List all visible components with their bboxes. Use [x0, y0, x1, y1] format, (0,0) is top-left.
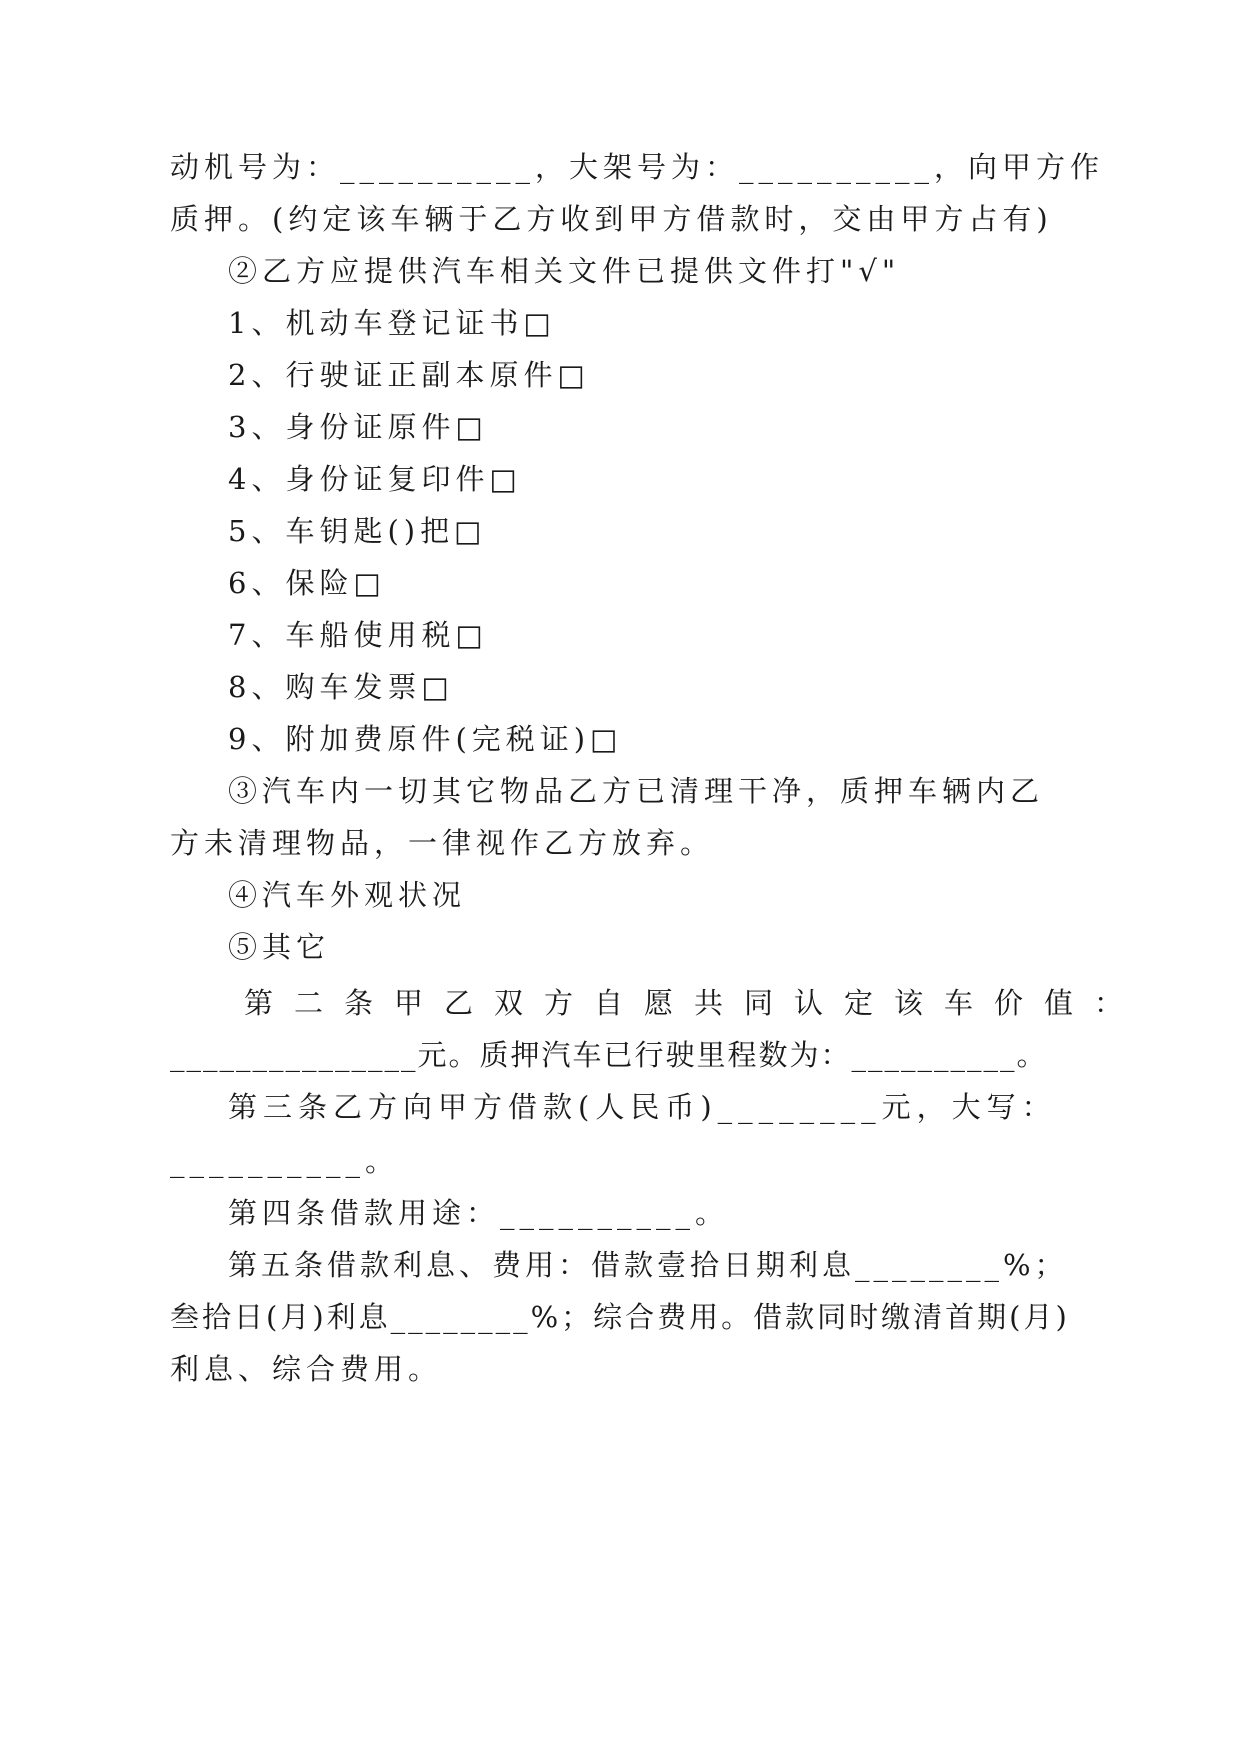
checklist-item-3: 3、身份证原件□ — [228, 410, 488, 444]
checklist-item-4: 4、身份证复印件□ — [228, 462, 522, 496]
article-2-heading: 第二条甲乙双方自愿共同认定该车价值： — [244, 986, 1145, 1020]
article-3-loan: 第三条乙方向甲方借款(人民币)________元，大写： — [228, 1090, 1057, 1124]
text-line-engine-number: 动机号为：__________，大架号为：__________，向甲方作 — [170, 150, 1105, 184]
article-3-loan-cont: __________。 — [170, 1144, 400, 1178]
checklist-item-5: 5、车钥匙()把□ — [228, 514, 487, 548]
article-5-interest-end: 利息、综合费用。 — [170, 1352, 443, 1386]
checklist-item-2: 2、行驶证正副本原件□ — [228, 358, 590, 392]
checklist-item-7: 7、车船使用税□ — [228, 618, 488, 652]
text-line-pledge-note: 质押。(约定该车辆于乙方收到甲方借款时，交由甲方占有) — [170, 202, 1053, 236]
text-line-other: ⑤其它 — [228, 930, 331, 964]
checklist-item-1: 1、机动车登记证书□ — [228, 306, 556, 340]
checklist-item-9: 9、附加费原件(完税证)□ — [228, 722, 623, 756]
article-2-value-line: _______________元。质押汽车已行驶里程数为：__________。 — [170, 1038, 1048, 1072]
checklist-item-6: 6、保险□ — [228, 566, 386, 600]
text-line-vehicle-cleared-cont: 方未清理物品，一律视作乙方放弃。 — [170, 826, 715, 860]
text-line-documents-heading: ②乙方应提供汽车相关文件已提供文件打"√" — [228, 254, 901, 288]
text-line-vehicle-cleared: ③汽车内一切其它物品乙方已清理干净，质押车辆内乙 — [228, 774, 1045, 808]
article-5-interest: 第五条借款利息、费用：借款壹拾日期利息________%； — [228, 1248, 1068, 1282]
checklist-item-8: 8、购车发票□ — [228, 670, 454, 704]
article-5-interest-cont: 叁拾日(月)利息________%；综合费用。借款同时缴清首期(月) — [170, 1300, 1070, 1334]
text-line-appearance: ④汽车外观状况 — [228, 878, 467, 912]
article-4-purpose: 第四条借款用途：__________。 — [228, 1196, 730, 1230]
